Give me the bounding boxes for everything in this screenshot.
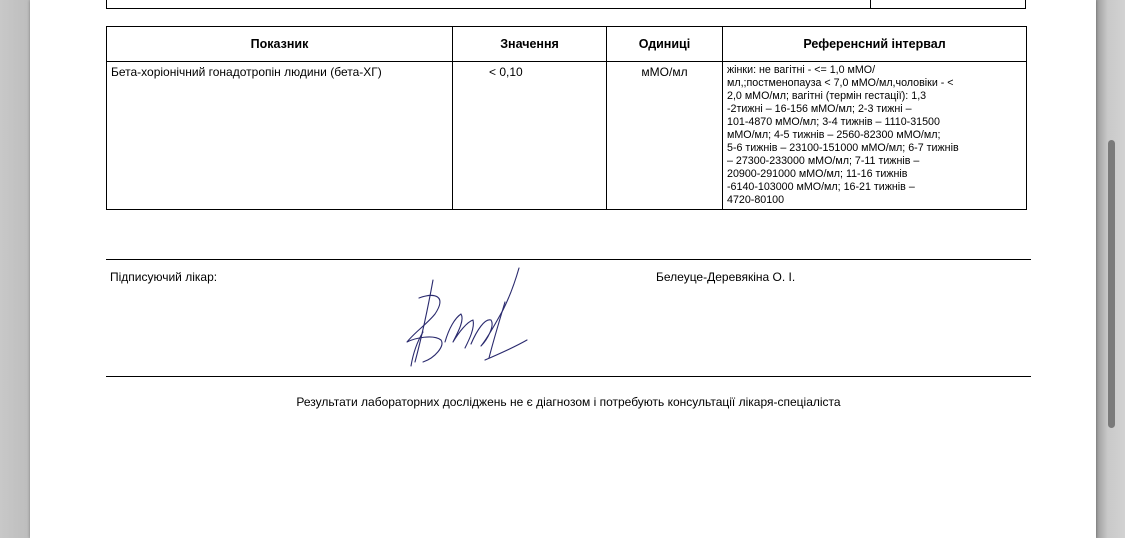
reference-line: 2,0 мМО/мл; вагітні (термін гестації): 1,3: [727, 90, 927, 102]
previous-table-fragment: [106, 0, 1026, 9]
handwritten-signature: [395, 262, 545, 372]
reference-line: 101-4870 мМО/мл; 3-4 тижнів – 1110-31500: [727, 116, 940, 128]
reference-line: жінки: не вагітні - <= 1,0 мМО/: [727, 64, 876, 76]
document-page: [30, 0, 1096, 538]
results-table: [106, 26, 1027, 210]
reference-line: мМО/мл; 4-5 тижнів – 2560-82300 мМО/мл;: [727, 129, 941, 141]
reference-line: – 27300-233000 мМО/мл; 7-11 тижнів –: [727, 155, 920, 167]
header-units: Одиниці: [607, 27, 723, 62]
signing-doctor-name: Белеуце-Деревякіна О. І.: [656, 270, 796, 284]
value-cell: < 0,10: [453, 62, 607, 210]
reference-interval-cell: [723, 62, 1027, 210]
signature-divider-bottom: [106, 376, 1031, 377]
reference-line: 20900-291000 мМО/мл; 11-16 тижнів: [727, 168, 908, 180]
reference-line: -2тижні – 16-156 мМО/мл; 2-3 тижні –: [727, 103, 912, 115]
viewer-left-margin: [0, 0, 30, 538]
header-reference-interval: Референсний інтервал: [723, 27, 1027, 62]
indicator-cell: Бета-хоріонічний гонадотропін людини (бета-ХГ): [107, 62, 453, 210]
vertical-scrollbar-thumb[interactable]: [1108, 140, 1115, 428]
table-row: [107, 62, 1027, 210]
header-value: Значення: [453, 27, 607, 62]
signing-doctor-label: Підписуючий лікар:: [110, 270, 218, 284]
previous-table-divider: [870, 0, 871, 8]
signature-divider-top: [106, 259, 1031, 260]
header-indicator: Показник: [107, 27, 453, 62]
reference-line: 4720-80100: [727, 194, 785, 206]
reference-line: 5-6 тижнів – 23100-151000 мМО/мл; 6-7 тижнів: [727, 142, 959, 154]
lab-results-disclaimer: Результати лабораторних досліджень не є діагнозом і потребують консультації лікаря-спеціаліста: [296, 395, 841, 409]
results-table-header-row: [107, 27, 1027, 62]
reference-line: -6140-103000 мМО/мл; 16-21 тижнів –: [727, 181, 915, 193]
unit-cell: мМО/мл: [607, 62, 723, 210]
reference-line: мл,;постменопауза < 7,0 мМО/мл,чоловіки - <: [727, 77, 954, 89]
